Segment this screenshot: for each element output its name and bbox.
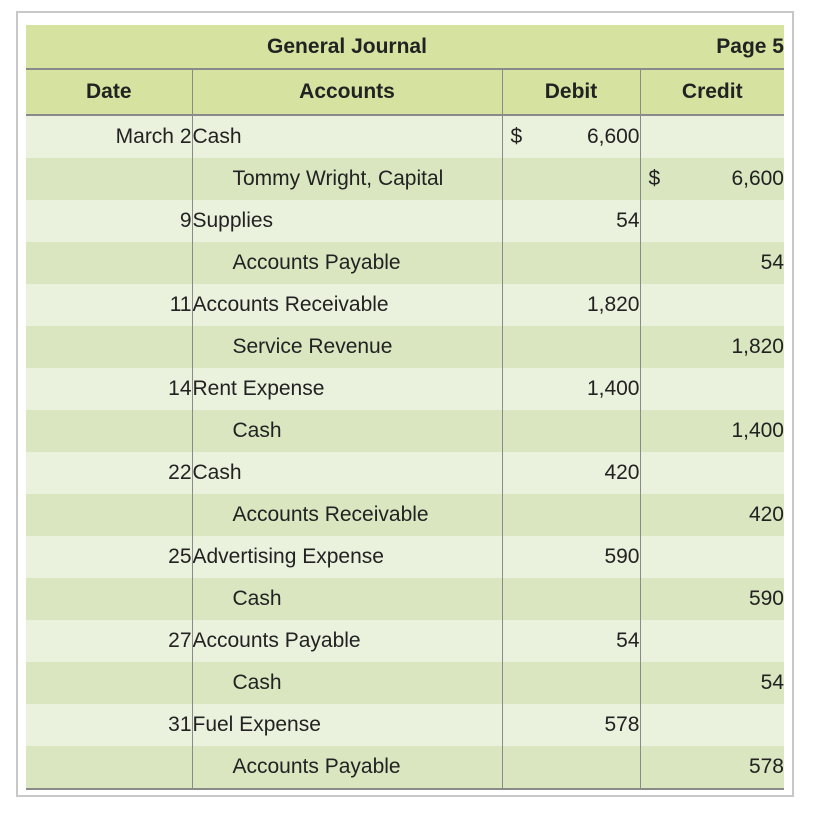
journal-row: [26, 326, 784, 368]
entry-debit: 590: [604, 545, 640, 568]
entry-debit: 54: [616, 209, 640, 232]
journal-row: [26, 115, 784, 158]
journal-row: [26, 368, 784, 410]
entry-credit: 1,820: [731, 335, 784, 358]
entry-credit: 1,400: [731, 419, 784, 442]
entry-credit: 6,600: [731, 167, 784, 190]
entry-debit-cell: [502, 536, 640, 578]
entry-date: 11: [26, 284, 192, 326]
entry-date: 9: [26, 200, 192, 242]
entry-debit-cell: [502, 704, 640, 746]
general-journal-table: [26, 25, 784, 790]
entry-debit-cell: [502, 620, 640, 662]
journal-title-row: [26, 25, 784, 69]
entry-date: [26, 242, 192, 284]
entry-account: Accounts Payable: [192, 620, 502, 662]
entry-credit-cell: [640, 368, 784, 410]
entry-date: 31: [26, 704, 192, 746]
entry-debit: 578: [604, 713, 640, 736]
journal-row: [26, 242, 784, 284]
entry-credit-cell: [640, 620, 784, 662]
entry-debit-cell: [502, 115, 640, 158]
entry-debit-cell: [502, 200, 640, 242]
entry-account: Service Revenue: [192, 326, 502, 368]
accounts-header: Accounts: [192, 69, 502, 115]
entry-debit-cell: [502, 452, 640, 494]
journal-row: [26, 284, 784, 326]
entry-credit-cell: [640, 115, 784, 158]
journal-row: [26, 578, 784, 620]
entry-date: [26, 578, 192, 620]
entry-debit: 1,820: [586, 293, 640, 316]
column-header-row: [26, 69, 784, 115]
entry-account: Cash: [192, 115, 502, 158]
entry-account: Advertising Expense: [192, 536, 502, 578]
journal-row: [26, 704, 784, 746]
entry-credit-cell: [640, 410, 784, 452]
credit-header: Credit: [640, 69, 784, 115]
entry-credit: 54: [760, 251, 784, 274]
entry-account: Accounts Payable: [192, 746, 502, 789]
entry-debit-cell: [502, 746, 640, 789]
entry-date: [26, 410, 192, 452]
entry-credit-cell: [640, 494, 784, 536]
entry-date: [26, 326, 192, 368]
entry-debit: 420: [604, 461, 640, 484]
entry-debit: 6,600: [586, 125, 640, 148]
entry-credit-cell: [640, 536, 784, 578]
entry-date: 25: [26, 536, 192, 578]
entry-date: 22: [26, 452, 192, 494]
entry-account: Supplies: [192, 200, 502, 242]
entry-debit-cell: [502, 578, 640, 620]
entry-credit: 578: [748, 755, 784, 778]
entry-debit-cell: [502, 326, 640, 368]
entry-debit: 1,400: [586, 377, 640, 400]
journal-row: [26, 452, 784, 494]
entry-credit-cell: [640, 242, 784, 284]
entry-credit-cell: [640, 746, 784, 789]
entry-debit-cell: [502, 662, 640, 704]
entry-credit: 590: [748, 587, 784, 610]
journal-entries: [26, 115, 784, 789]
entry-date: [26, 746, 192, 789]
entry-credit-cell: [640, 326, 784, 368]
entry-credit: 420: [748, 503, 784, 526]
entry-credit-cell: [640, 200, 784, 242]
debit-header: Debit: [502, 69, 640, 115]
entry-debit-cell: [502, 158, 640, 200]
entry-account: Cash: [192, 410, 502, 452]
entry-credit-cell: [640, 578, 784, 620]
journal-row: [26, 746, 784, 789]
journal-title: General Journal: [192, 25, 502, 69]
entry-debit-cell: [502, 368, 640, 410]
entry-credit-cell: [640, 452, 784, 494]
entry-account: Fuel Expense: [192, 704, 502, 746]
entry-date: [26, 158, 192, 200]
journal-row: [26, 662, 784, 704]
entry-date: [26, 494, 192, 536]
entry-account: Tommy Wright, Capital: [192, 158, 502, 200]
entry-account: Cash: [192, 452, 502, 494]
entry-debit-cell: [502, 410, 640, 452]
journal-row: [26, 620, 784, 662]
entry-date: 14: [26, 368, 192, 410]
entry-account: Rent Expense: [192, 368, 502, 410]
journal-row: [26, 200, 784, 242]
journal-row: [26, 494, 784, 536]
entry-account: Accounts Payable: [192, 242, 502, 284]
entry-debit-cell: [502, 242, 640, 284]
entry-debit: 54: [616, 629, 640, 652]
entry-debit-cell: [502, 284, 640, 326]
journal-row: [26, 536, 784, 578]
entry-account: Cash: [192, 578, 502, 620]
entry-account: Accounts Receivable: [192, 284, 502, 326]
entry-date: March 2: [26, 115, 192, 158]
debit-dollar-sign: $: [510, 125, 523, 148]
entry-date: 27: [26, 620, 192, 662]
journal-row: [26, 158, 784, 200]
entry-debit-cell: [502, 494, 640, 536]
entry-credit-cell: [640, 158, 784, 200]
date-header: Date: [26, 69, 192, 115]
page-number: Page 5: [640, 25, 784, 69]
journal-row: [26, 410, 784, 452]
entry-credit-cell: [640, 662, 784, 704]
entry-credit: 54: [760, 671, 784, 694]
entry-account: Cash: [192, 662, 502, 704]
entry-credit-cell: [640, 284, 784, 326]
entry-account: Accounts Receivable: [192, 494, 502, 536]
credit-dollar-sign: $: [648, 167, 661, 190]
entry-credit-cell: [640, 704, 784, 746]
entry-date: [26, 662, 192, 704]
